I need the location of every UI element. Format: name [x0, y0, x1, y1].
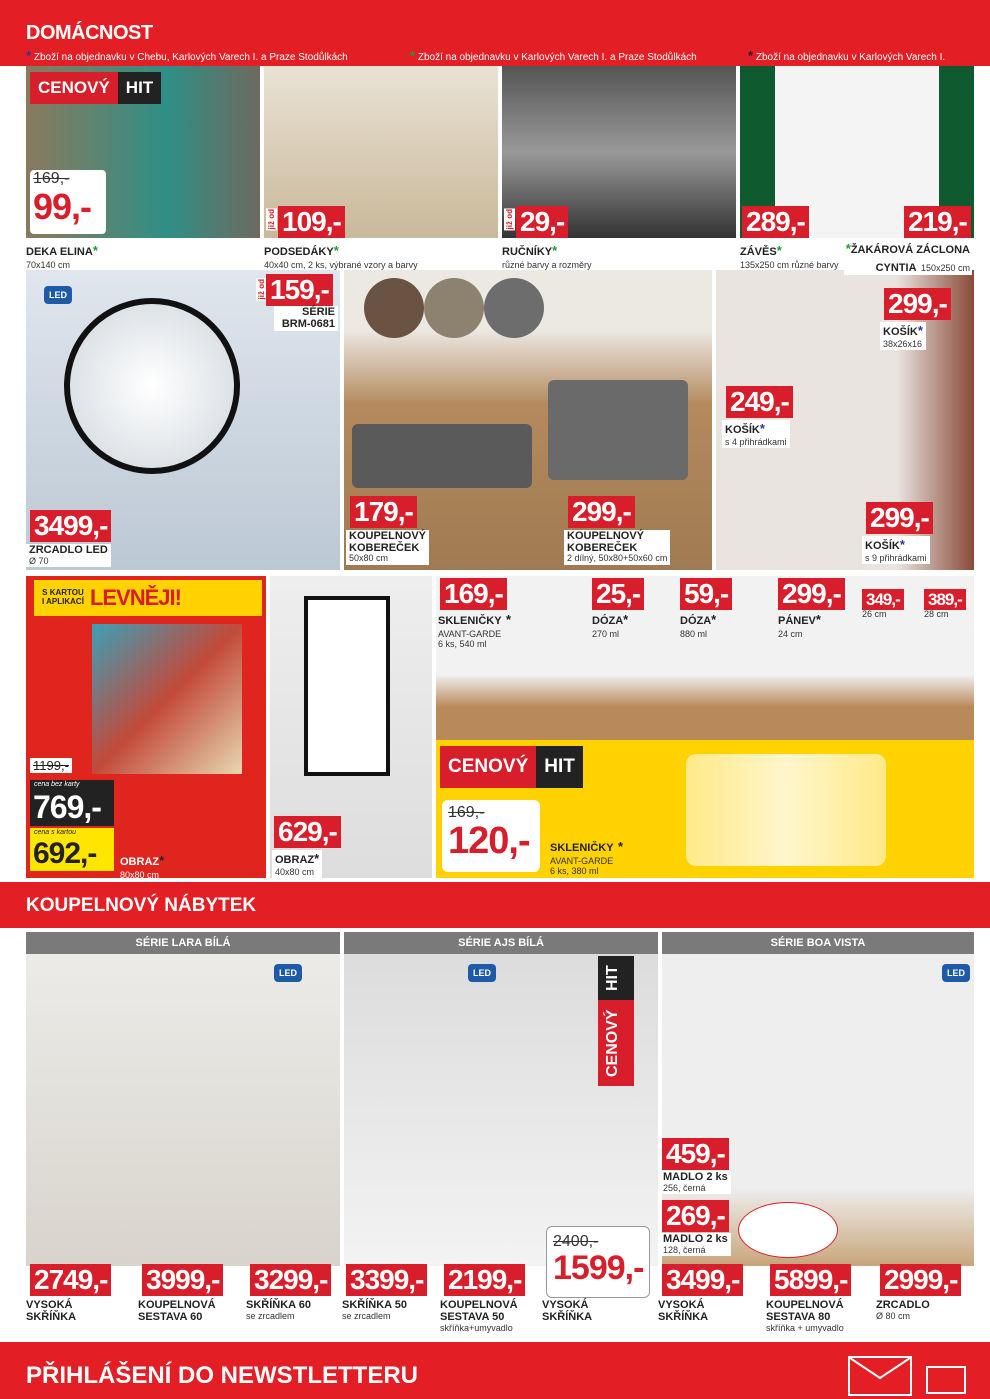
product-desc: skříňka + umyvadlo: [766, 1323, 844, 1333]
product-label: [138, 1299, 216, 1323]
badge-text: HIT: [598, 956, 634, 1000]
product-label: [766, 1299, 844, 1333]
price: 1599,-: [553, 1249, 644, 1287]
product-name: MADLO 2 ks: [663, 1233, 728, 1245]
product-label: [862, 536, 930, 564]
badge-text: CENOVÝ: [598, 1000, 634, 1086]
price: 3299,-: [250, 1264, 331, 1296]
product-name: OBRAZ: [275, 854, 315, 866]
product-desc: s 4 přihrádkami: [725, 436, 787, 447]
price: 289,-: [742, 206, 809, 238]
price-box: [30, 170, 106, 234]
from-label: již od: [257, 279, 266, 300]
product-name: SKŘÍŇKA: [542, 1311, 593, 1323]
product-desc: Ø 80 cm: [876, 1311, 911, 1321]
price-without-card: [30, 780, 114, 826]
handle-image: [738, 1202, 838, 1258]
color-swatch: [364, 278, 424, 338]
product-desc: se zrcadlem: [342, 1311, 391, 1321]
product-desc: 880 ml: [680, 629, 708, 639]
price: 25,-: [592, 578, 644, 610]
product-desc: 128, černá: [663, 1244, 706, 1255]
price: 109,-: [278, 206, 345, 238]
note-text: Zboží na objednavku v Chebu, Karlových Varech I. a Praze Stodůlkách: [33, 52, 348, 63]
badge-text: CENOVÝ: [30, 72, 118, 104]
badge-text: HIT: [118, 72, 161, 104]
star-icon: *: [333, 243, 339, 258]
price-box: [442, 800, 540, 872]
legend-note-blue: [26, 48, 348, 63]
color-swatch: [484, 278, 544, 338]
product-desc: 26 cm: [862, 609, 887, 619]
envelope-icon: [926, 1366, 966, 1394]
star-icon: *: [618, 839, 624, 854]
price: 3399,-: [346, 1264, 427, 1296]
old-price: 169,-: [448, 804, 485, 821]
mirror-shape: [64, 298, 240, 474]
product-label: [542, 1299, 592, 1323]
product-name: SESTAVA 50: [440, 1311, 505, 1323]
product-name: PÁNEV: [778, 615, 816, 627]
rug-shape: [548, 380, 688, 480]
note-text: Zboží na objednavku v Karlových Varech I.: [755, 52, 946, 63]
newsletter-title[interactable]: PŘIHLÁŠENÍ DO NEWSTLETTERU: [26, 1362, 419, 1389]
product-name: SKŘÍŇKA 50: [342, 1299, 407, 1311]
price: 59,-: [680, 578, 732, 610]
product-name: PODSEDÁKY: [264, 246, 334, 258]
led-badge: LED: [942, 964, 970, 982]
product-desc: s 9 přihrádkami: [865, 552, 927, 563]
legend-note-black: [748, 48, 945, 63]
product-desc: 40x40 cm, 2 ks, výbrané vzory a barvy: [264, 260, 418, 270]
product-label: [502, 242, 592, 270]
star-icon: *: [917, 323, 923, 338]
product-desc: různé barvy a rozměry: [502, 260, 592, 270]
price: 159,-: [266, 274, 333, 306]
price: 692,-: [33, 837, 97, 870]
price: 99,-: [33, 185, 92, 227]
star-icon: *: [711, 612, 717, 627]
product-label: [658, 1299, 708, 1323]
led-badge: LED: [44, 286, 72, 304]
price: 2999,-: [880, 1264, 961, 1296]
product-name: DÓZA: [592, 615, 624, 627]
product-label: [660, 1233, 731, 1256]
price: 769,-: [33, 789, 101, 825]
product-desc: AVANT-GARDE: [550, 856, 614, 866]
product-desc: 256, černá: [663, 1182, 706, 1193]
product-label: [346, 530, 429, 565]
product-name: SKŘÍŇKA 60: [246, 1299, 311, 1311]
banner-headline: LEVNĚJI!: [89, 585, 181, 610]
product-name: VYSOKÁ: [542, 1299, 589, 1311]
product-name: KOBEREČEK: [349, 541, 420, 554]
star-icon: *: [815, 612, 821, 627]
star-icon: *: [26, 48, 32, 63]
product-label: [342, 1299, 407, 1321]
product-name: DÓZA: [680, 615, 712, 627]
product-desc: 38x26x16: [883, 338, 923, 349]
cenovy-hit-badge-vertical: [598, 956, 634, 1086]
series-header: SÉRIE AJS BÍLÁ: [344, 932, 658, 954]
star-icon: *: [314, 851, 320, 866]
product-desc: 135x250 cm různé barvy: [740, 260, 839, 270]
product-name: SKLENIČKY: [550, 842, 614, 854]
price: 2749,-: [30, 1264, 111, 1296]
price-box: [546, 1226, 650, 1298]
price-caption: cena s kartou: [34, 829, 77, 836]
product-desc: 2 dílný, 50x80+50x60 cm: [567, 553, 668, 564]
product-name: SKŘÍŇKA: [658, 1311, 709, 1323]
banner-text: I APLIKACÍ: [42, 597, 84, 606]
product-name: ZRCADLO: [876, 1299, 930, 1311]
product-label: [26, 544, 111, 567]
star-icon: *: [92, 243, 98, 258]
price: 629,-: [274, 816, 341, 848]
product-label: [660, 1171, 731, 1194]
price: 3499,-: [30, 510, 111, 542]
star-icon: *: [899, 537, 905, 552]
product-name: KOUPELNOVÁ: [138, 1299, 216, 1311]
product-name: KOŠÍK: [725, 424, 760, 436]
product-label: [550, 838, 623, 876]
product-name: VYSOKÁ: [26, 1299, 73, 1311]
price-with-card: [30, 828, 114, 871]
price: 169,-: [440, 578, 507, 610]
price: 2199,-: [444, 1264, 525, 1296]
color-swatch: [424, 278, 484, 338]
product-label: [438, 611, 511, 649]
star-icon: *: [845, 241, 851, 256]
star-icon: *: [552, 243, 558, 258]
product-desc: se zrcadlem: [246, 1311, 295, 1321]
note-text: Zboží na objednavku v Karlových Varech I. a Praze Stodůlkách: [417, 52, 697, 63]
product-name: ZRCADLO LED: [29, 544, 108, 556]
series-header: SÉRIE LARA BÍLÁ: [26, 932, 340, 954]
product-desc: 150x250 cm: [920, 262, 970, 273]
product-name: KOUPELNOVÝ: [567, 530, 645, 542]
section-title-bathroom: KOUPELNOVÝ NÁBYTEK: [26, 895, 257, 916]
product-name: RUČNÍKY: [502, 246, 553, 258]
product-desc: AVANT-GARDE: [438, 629, 502, 639]
price: 299,-: [884, 288, 951, 320]
product-name: ŽAKÁROVÁ ZÁCLONA: [850, 244, 970, 256]
rug-shape: [352, 424, 532, 488]
horse-painting-image: [92, 624, 242, 774]
product-label: [26, 242, 98, 270]
banner-text: S KARTOU: [42, 588, 84, 598]
product-name: KOŠÍK: [883, 326, 918, 338]
star-icon: *: [159, 853, 165, 868]
product-label: [120, 852, 164, 880]
product-name: OBRAZ: [120, 856, 160, 868]
price: 249,-: [726, 386, 793, 418]
price: 389,-: [924, 589, 966, 610]
price: 5899,-: [770, 1264, 851, 1296]
product-desc: 24 cm: [778, 629, 803, 639]
product-name: SKLENIČKY: [438, 615, 502, 627]
led-badge: LED: [468, 964, 496, 982]
product-desc: 40x80 cm: [275, 866, 315, 877]
product-name: KOŠÍK: [865, 540, 900, 552]
badge-text: HIT: [536, 746, 583, 788]
product-name: VYSOKÁ: [658, 1299, 705, 1311]
product-name: CYNTIA: [875, 261, 917, 274]
product-name: KOUPELNOVÝ: [349, 530, 427, 542]
led-badge: LED: [274, 964, 302, 982]
product-name: KOUPELNOVÁ: [440, 1299, 518, 1311]
price: 3499,-: [662, 1264, 743, 1296]
from-label: již od: [267, 209, 276, 230]
product-desc: 50x80 cm: [349, 553, 389, 564]
product-label: [844, 240, 972, 275]
product-name: SESTAVA 80: [766, 1311, 831, 1323]
product-label: [246, 1299, 311, 1321]
product-label: [440, 1299, 518, 1333]
product-desc: 28 cm: [924, 609, 949, 619]
series-header: SÉRIE BOA VISTA: [662, 932, 974, 954]
section-title-domacnost: DOMÁCNOST: [26, 22, 153, 44]
price: 349,-: [862, 589, 904, 610]
legend-note-green: [410, 48, 697, 63]
price: 269,-: [662, 1200, 729, 1232]
product-desc: 80x80 cm: [120, 870, 160, 880]
series-text: SÉRIE: [301, 306, 335, 318]
product-label: [264, 242, 418, 270]
product-desc: skříňka+umyvadlo: [440, 1323, 513, 1333]
frame-shape: [304, 596, 390, 776]
star-icon: *: [506, 612, 512, 627]
product-name: SKŘÍŇKA: [26, 1311, 77, 1323]
old-price: 2400,-: [553, 1233, 599, 1250]
product-name: SESTAVA 60: [138, 1311, 203, 1323]
product-label: [740, 242, 839, 270]
product-desc: 6 ks, 380 ml: [550, 866, 599, 876]
price: 219,-: [904, 206, 971, 238]
star-icon: *: [623, 612, 629, 627]
star-icon: *: [759, 421, 765, 436]
card-banner-small: [42, 589, 84, 607]
price-caption: cena bez karty: [34, 781, 80, 788]
series-label: [274, 306, 338, 331]
price: 459,-: [662, 1138, 729, 1170]
cenovy-hit-badge: [440, 746, 583, 788]
from-label: již od: [505, 209, 514, 230]
star-icon: *: [410, 48, 416, 63]
price: 299,-: [866, 502, 933, 534]
price: 299,-: [568, 496, 635, 528]
product-label: [680, 611, 716, 639]
cenovy-hit-badge: [30, 72, 161, 104]
price: 29,-: [516, 206, 568, 238]
price: 299,-: [778, 578, 845, 610]
product-desc: 270 ml: [592, 629, 620, 639]
product-label: [26, 1299, 76, 1323]
product-desc: Ø 70: [29, 555, 49, 566]
product-label: [722, 420, 790, 448]
old-price: 169,-: [33, 170, 70, 187]
series-code: BRM-0681: [281, 317, 335, 330]
product-name: DEKA ELINA: [26, 246, 93, 258]
star-icon: *: [748, 48, 754, 63]
product-label: [778, 611, 821, 639]
price: 179,-: [350, 496, 417, 528]
old-price: 1199,-: [30, 758, 72, 773]
product-image-lara[interactable]: [26, 954, 340, 1266]
product-label: [592, 611, 628, 639]
glasses-image: [686, 754, 886, 866]
price: 3999,-: [142, 1264, 223, 1296]
product-name: ZÁVĚS: [740, 246, 777, 258]
badge-text: CENOVÝ: [440, 746, 536, 788]
product-desc: 70x140 cm: [26, 260, 71, 270]
envelope-icon: [848, 1356, 912, 1396]
product-desc: 6 ks, 540 ml: [438, 639, 487, 649]
product-name: KOUPELNOVÁ: [766, 1299, 844, 1311]
card-banner: [34, 580, 262, 616]
product-label: [880, 322, 926, 350]
price: 120,-: [448, 820, 530, 862]
product-name: KOBEREČEK: [567, 541, 638, 554]
product-label: [272, 850, 322, 878]
product-name: MADLO 2 ks: [663, 1171, 728, 1183]
product-label: [564, 530, 670, 565]
star-icon: *: [776, 243, 782, 258]
product-label: [876, 1299, 930, 1321]
